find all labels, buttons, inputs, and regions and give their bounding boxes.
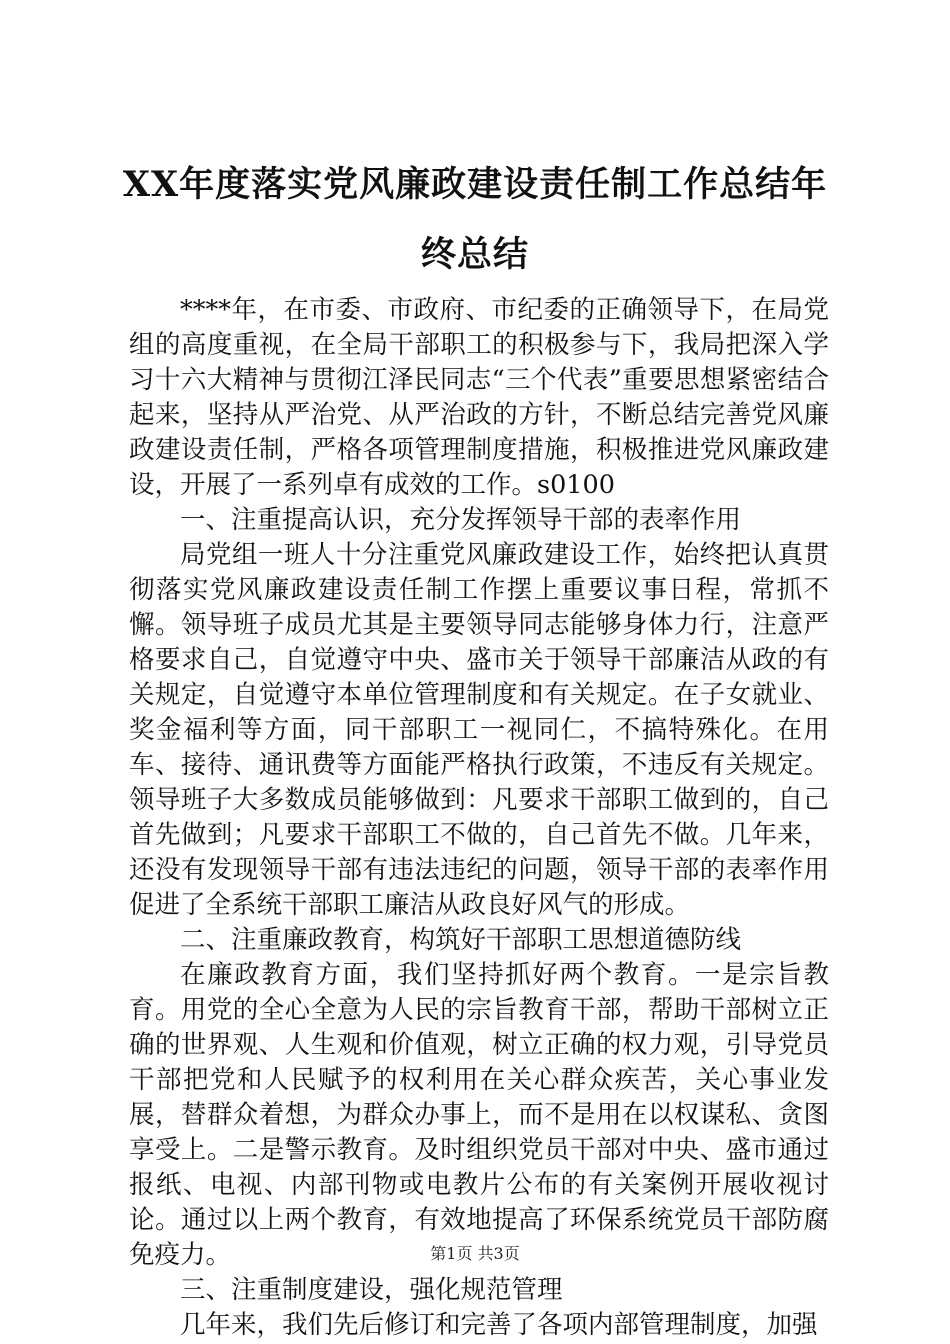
document-title: XX年度落实党风廉政建设责任制工作总结年终总结 [122, 164, 828, 275]
paragraph-section-3: 几年来，我们先后修订和完善了各项内部管理制度，加强 [180, 1310, 818, 1340]
section-heading-2: 二、注重廉政教育，构筑好干部职工思想道德防线 [180, 925, 742, 955]
section-heading-1: 一、注重提高认识，充分发挥领导干部的表率作用 [180, 505, 742, 535]
document-body [129, 293, 829, 1343]
page-footer: 第1页 共3页 [430, 1244, 520, 1263]
section-heading-3: 三、注重制度建设，强化规范管理 [180, 1275, 563, 1305]
paragraph-section-2: 在廉政教育方面，我们坚持抓好两个教育。一是宗旨教育。用党的全心全意为人民的宗旨教育干部，帮助干部树立正确的世界观、人生观和价值观，树立正确的权力观，引导党员干部把党和人民赋予的权利用在关心群众疾苦，关心事业发展，替群众着想，为群众办事上，而不是用在以权谋私、贪图享受上。二是警示教育。及时组织党员干部对中央、盛市通过报纸、电视、内部刊物或电教片公布的有关案例开展收视讨论。通过以上两个教育，有效地提高了环保系统党员干部防腐免疫力。 [129, 960, 829, 1270]
paragraph-intro: ****年，在市委、市政府、市纪委的正确领导下，在局党组的高度重视，在全局干部职工的积极参与下，我局把深入学习十六大精神与贯彻江泽民同志“三个代表”重要思想紧密结合起来，坚持从严治党、从严治政的方针，不断总结完善党风廉政建设责任制，严格各项管理制度措施，积极推进党风廉政建设，开展了一系列卓有成效的工作。s0100 [129, 295, 829, 500]
paragraph-section-1: 局党组一班人十分注重党风廉政建设工作，始终把认真贯彻落实党风廉政建设责任制工作摆上重要议事日程，常抓不懈。领导班子成员尤其是主要领导同志能够身体力行，注意严格要求自己，自觉遵守中央、盛市关于领导干部廉洁从政的有关规定，自觉遵守本单位管理制度和有关规定。在子女就业、奖金福利等方面，同干部职工一视同仁，不搞特殊化。在用车、接待、通讯费等方面能严格执行政策，不违反有关规定。领导班子大多数成员能够做到：凡要求干部职工做到的，自己首先做到；凡要求干部职工不做的，自己首先不做。几年来，还没有发现领导干部有违法违纪的问题，领导干部的表率作用促进了全系统干部职工廉洁从政良好风气的形成。 [129, 540, 829, 920]
